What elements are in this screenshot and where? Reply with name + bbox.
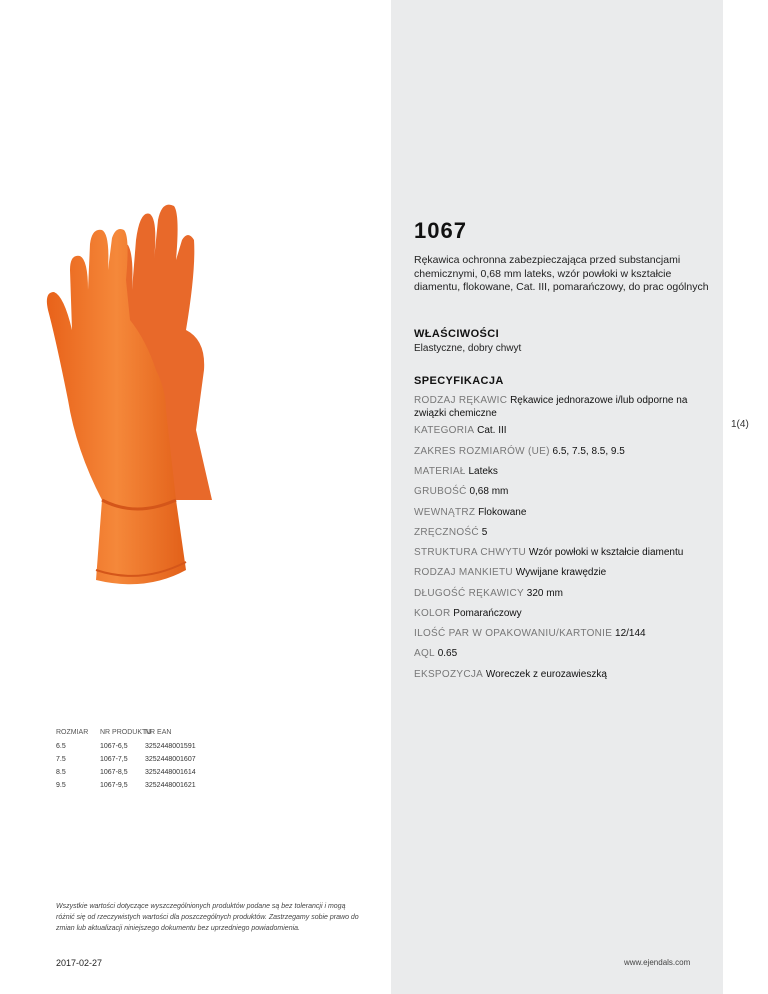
spec-value: Cat. III: [477, 425, 507, 436]
size-cell: 7.5: [56, 756, 66, 763]
ean-cell: 3252448001607: [145, 756, 196, 763]
spec-value: 320 mm: [526, 588, 563, 599]
size-table-header: ROZMIAR: [56, 729, 89, 736]
spec-row: [414, 608, 714, 621]
product-description: Rękawica ochronna zabezpieczająca przed substancjami chemicznymi, 0,68 mm lateks, wzór powłoki w kształcie diamentu, flokowane, Cat. III, pomarańczowy, do prac ogólnych: [414, 254, 709, 293]
size-cell: 9.5: [56, 782, 66, 789]
properties-text: Elastyczne, dobry chwyt: [414, 343, 522, 354]
spec-label: KOLOR: [414, 608, 451, 619]
spec-value: 5: [481, 527, 488, 538]
spec-label: KATEGORIA: [414, 425, 475, 436]
properties-title: WŁAŚCIWOŚCI: [414, 328, 500, 340]
spec-value: 12/144: [615, 628, 646, 639]
spec-row: [414, 425, 714, 438]
spec-row: [414, 669, 714, 682]
spec-value: Flokowane: [478, 507, 527, 518]
ean-cell: 3252448001614: [145, 769, 196, 776]
product-number-cell: 1067-7,5: [100, 756, 128, 763]
size-cell: 6.5: [56, 743, 66, 750]
spec-row: [414, 527, 714, 540]
spec-value: 0,68 mm: [469, 486, 509, 497]
spec-row: [414, 588, 714, 601]
disclaimer-text: Wszystkie wartości dotyczące wyszczególnionych produktów podane są bez tolerancji i mogą różnić się od rzeczywistych wartości dla poszczególnych produktów. Zastrzegamy sobie prawo do zmian lub aktualizacji niniejszego dokumentu bez uprzedniego powiadomienia.: [56, 903, 359, 932]
spec-row: [414, 648, 714, 661]
size-cell: 8.5: [56, 769, 66, 776]
size-table-header: NR PRODUKTU: [100, 729, 152, 736]
spec-row: [414, 547, 714, 560]
spec-label: ZRĘCZNOŚĆ: [414, 527, 479, 538]
product-number-cell: 1067-8,5: [100, 769, 128, 776]
spec-row: [414, 507, 714, 520]
document-date: 2017-02-27: [56, 958, 103, 968]
spec-value: 6.5, 7.5, 8.5, 9.5: [552, 446, 625, 457]
spec-row: [414, 486, 714, 499]
spec-value: Pomarańczowy: [453, 608, 522, 619]
spec-row: [414, 567, 714, 580]
spec-label: RODZAJ MANKIETU: [414, 567, 513, 578]
spec-value: Wzór powłoki w kształcie diamentu: [528, 547, 684, 558]
product-number-cell: 1067-6,5: [100, 743, 128, 750]
spec-label: GRUBOŚĆ: [414, 486, 467, 497]
spec-label: EKSPOZYCJA: [414, 669, 484, 680]
product-code: 1067: [414, 218, 467, 243]
website-link[interactable]: www.ejendals.com: [624, 958, 691, 967]
product-number-cell: 1067-9,5: [100, 782, 128, 789]
size-table-header: NR EAN: [145, 729, 172, 736]
spec-row: [414, 466, 714, 479]
spec-value: 0.65: [437, 648, 458, 659]
spec-value: Lateks: [468, 466, 498, 477]
ean-cell: 3252448001591: [145, 743, 196, 750]
spec-label: STRUKTURA CHWYTU: [414, 547, 527, 558]
spec-label: RODZAJ RĘKAWIC: [414, 395, 508, 406]
ean-cell: 3252448001621: [145, 782, 196, 789]
specification-title: SPECYFIKACJA: [414, 375, 504, 387]
spec-value: Woreczek z eurozawieszką: [485, 669, 607, 680]
spec-label: MATERIAŁ: [414, 466, 466, 477]
orange-glove-image: [36, 200, 236, 585]
spec-label: ZAKRES ROZMIARÓW (UE): [414, 446, 550, 457]
spec-label: WEWNĄTRZ: [414, 507, 476, 518]
spec-row: [414, 628, 714, 641]
page-number: 1(4): [731, 419, 749, 430]
spec-value: Rękawice jednorazowe i/lub odporne na związki chemiczne: [414, 395, 688, 419]
spec-row: [414, 446, 714, 459]
spec-label: AQL: [414, 648, 435, 659]
spec-value: Wywijane krawędzie: [515, 567, 607, 578]
spec-label: ILOŚĆ PAR W OPAKOWANIU/KARTONIE: [414, 628, 613, 639]
spec-label: DŁUGOŚĆ RĘKAWICY: [414, 588, 524, 599]
spec-row: [414, 395, 714, 420]
